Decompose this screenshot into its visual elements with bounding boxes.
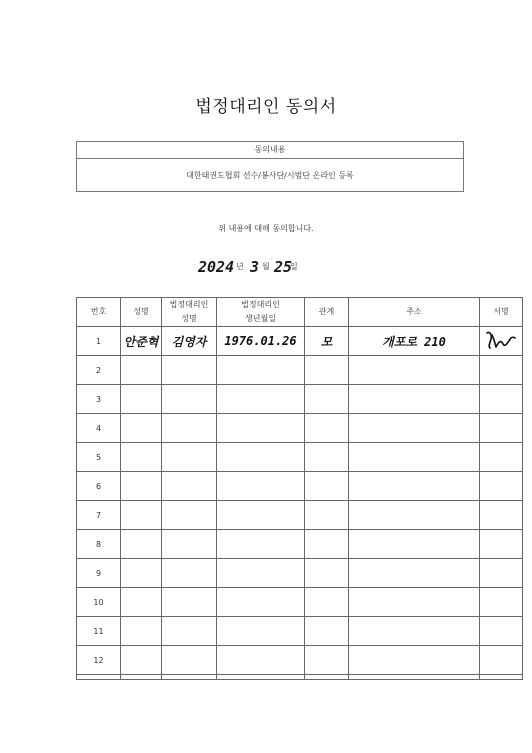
address xyxy=(349,414,480,443)
relation xyxy=(305,646,349,675)
address xyxy=(349,385,480,414)
relation xyxy=(305,530,349,559)
guardian-name xyxy=(162,443,217,472)
row-number: 11 xyxy=(77,617,121,646)
guardian-name xyxy=(162,559,217,588)
participant-name: 안준혁 xyxy=(121,327,162,356)
consent-header: 동의내용 xyxy=(77,142,463,159)
table-row xyxy=(77,501,523,530)
date-day-label: 일 xyxy=(290,262,298,271)
relation xyxy=(305,559,349,588)
row-number: 10 xyxy=(77,588,121,617)
header-guardian-name: 법정대리인 성명 xyxy=(162,298,217,327)
tail-cell xyxy=(121,675,162,680)
participant-name xyxy=(121,559,162,588)
consent-box xyxy=(76,141,464,192)
signature-cell xyxy=(480,646,523,675)
guardian-name xyxy=(162,646,217,675)
guardian-birthdate xyxy=(217,414,305,443)
participant-name xyxy=(121,356,162,385)
document-title: 법정대리인 동의서 xyxy=(195,97,337,117)
guardian-birthdate xyxy=(217,617,305,646)
table-row xyxy=(77,414,523,443)
table-row xyxy=(77,327,523,356)
consent-content: 대한태권도협회 선수/봉사단/시범단 온라인 등록 xyxy=(186,171,354,180)
date-day: 25 xyxy=(274,258,293,276)
header-name: 성명 xyxy=(121,298,162,327)
relation xyxy=(305,414,349,443)
date-month: 3 xyxy=(250,258,260,276)
table-row xyxy=(77,443,523,472)
participant-name xyxy=(121,530,162,559)
header-no: 번호 xyxy=(77,298,121,327)
guardian-birthdate xyxy=(217,356,305,385)
guardian-name xyxy=(162,356,217,385)
tail-cell xyxy=(305,675,349,680)
address xyxy=(349,588,480,617)
guardian-name: 김영자 xyxy=(162,327,217,356)
row-number: 9 xyxy=(77,559,121,588)
guardian-birthdate xyxy=(217,559,305,588)
guardian-consent-table xyxy=(76,297,523,680)
participant-name xyxy=(121,385,162,414)
signature-cell xyxy=(480,414,523,443)
date-year: 2024 xyxy=(198,258,235,276)
guardian-birthdate xyxy=(217,646,305,675)
participant-name xyxy=(121,588,162,617)
row-number: 4 xyxy=(77,414,121,443)
guardian-birthdate xyxy=(217,472,305,501)
signature-cell xyxy=(480,501,523,530)
signature-cell xyxy=(480,617,523,646)
table-row-continuation xyxy=(77,675,523,680)
row-number: 5 xyxy=(77,443,121,472)
signature-cell xyxy=(480,356,523,385)
guardian-birthdate: 1976.01.26 xyxy=(217,327,305,356)
guardian-birthdate xyxy=(217,588,305,617)
signature-cell xyxy=(480,588,523,617)
address: 개포로 210 xyxy=(349,327,480,356)
table-row xyxy=(77,385,523,414)
header-relation: 관계 xyxy=(305,298,349,327)
address xyxy=(349,443,480,472)
guardian-name xyxy=(162,501,217,530)
address xyxy=(349,472,480,501)
guardian-name xyxy=(162,588,217,617)
signature-cell xyxy=(480,559,523,588)
address xyxy=(349,501,480,530)
signature-cell xyxy=(480,385,523,414)
handwritten-signature xyxy=(484,329,518,351)
row-number: 2 xyxy=(77,356,121,385)
tail-cell xyxy=(217,675,305,680)
signature-cell xyxy=(480,472,523,501)
guardian-name xyxy=(162,617,217,646)
signed-date xyxy=(198,254,338,280)
row-number: 1 xyxy=(77,327,121,356)
tail-cell xyxy=(349,675,480,680)
relation: 모 xyxy=(305,327,349,356)
table-row xyxy=(77,559,523,588)
tail-cell xyxy=(77,675,121,680)
guardian-birthdate xyxy=(217,530,305,559)
guardian-name xyxy=(162,385,217,414)
row-number: 7 xyxy=(77,501,121,530)
row-number: 6 xyxy=(77,472,121,501)
table-row xyxy=(77,472,523,501)
tail-cell xyxy=(480,675,523,680)
guardian-birthdate xyxy=(217,443,305,472)
signature-cell xyxy=(480,327,523,356)
participant-name xyxy=(121,646,162,675)
address xyxy=(349,617,480,646)
table-header-row xyxy=(77,298,523,327)
relation xyxy=(305,501,349,530)
address xyxy=(349,559,480,588)
participant-name xyxy=(121,617,162,646)
table-row xyxy=(77,356,523,385)
header-guardian-birth: 법정대리인 생년월일 xyxy=(217,298,305,327)
table-row xyxy=(77,588,523,617)
header-signature: 서명 xyxy=(480,298,523,327)
table-row xyxy=(77,646,523,675)
date-year-label: 년 xyxy=(236,262,244,271)
relation xyxy=(305,588,349,617)
table-row xyxy=(77,617,523,646)
guardian-name xyxy=(162,530,217,559)
address xyxy=(349,530,480,559)
participant-name xyxy=(121,501,162,530)
tail-cell xyxy=(162,675,217,680)
relation xyxy=(305,617,349,646)
agreement-text: 위 내용에 대해 동의합니다. xyxy=(218,224,314,233)
row-number: 12 xyxy=(77,646,121,675)
relation xyxy=(305,356,349,385)
guardian-birthdate xyxy=(217,501,305,530)
row-number: 3 xyxy=(77,385,121,414)
participant-name xyxy=(121,414,162,443)
signature-cell xyxy=(480,530,523,559)
table-row xyxy=(77,530,523,559)
date-month-label: 월 xyxy=(262,262,270,271)
row-number: 8 xyxy=(77,530,121,559)
address xyxy=(349,356,480,385)
header-address: 주소 xyxy=(349,298,480,327)
guardian-name xyxy=(162,414,217,443)
relation xyxy=(305,443,349,472)
guardian-birthdate xyxy=(217,385,305,414)
relation xyxy=(305,472,349,501)
signature-cell xyxy=(480,443,523,472)
participant-name xyxy=(121,472,162,501)
address xyxy=(349,646,480,675)
participant-name xyxy=(121,443,162,472)
relation xyxy=(305,385,349,414)
guardian-name xyxy=(162,472,217,501)
